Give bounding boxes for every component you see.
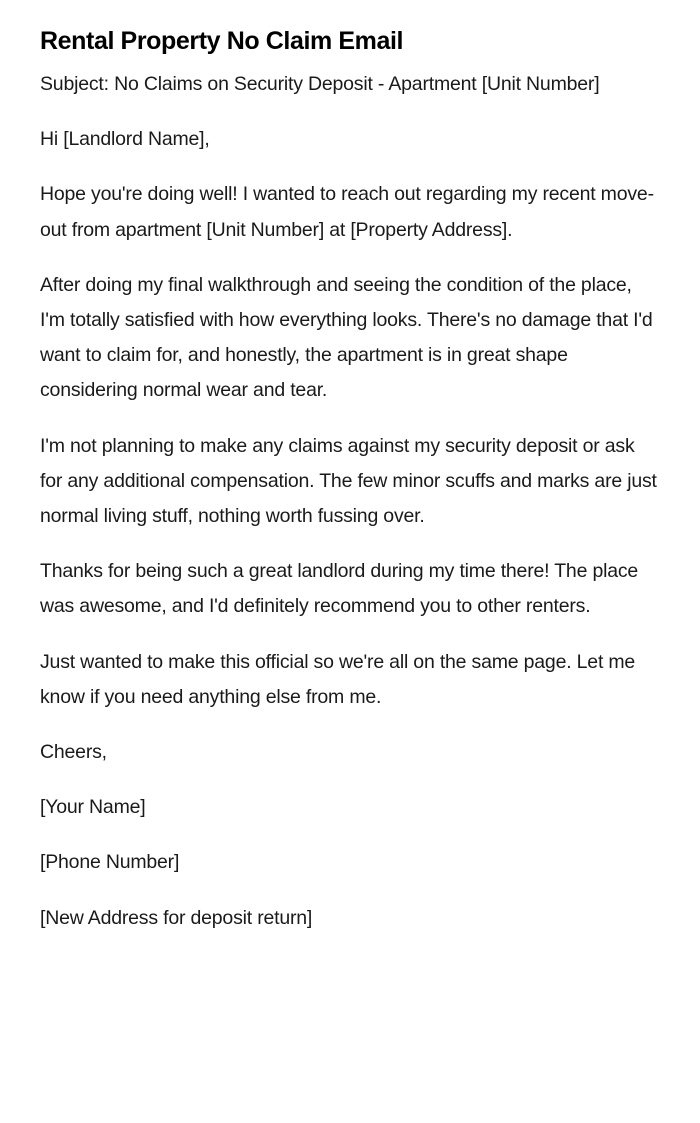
signature-new-address: [New Address for deposit return]: [40, 906, 313, 929]
email-subject: Subject: No Claims on Security Deposit - Apartment [Unit Number]: [40, 73, 600, 95]
email-greeting: Hi [Landlord Name],: [40, 128, 210, 151]
signature-phone: [Phone Number]: [40, 851, 180, 874]
email-closing: Cheers,: [40, 741, 107, 764]
body-paragraph-official: Just wanted to make this official so we're all on the same page. Let me know if you need anything else from me.: [40, 650, 636, 708]
body-paragraph-no-claims: I'm not planning to make any claims against my security deposit or ask for any additional compensation. The few minor scuffs and marks are just normal living stuff, nothing worth fussing over.: [40, 434, 657, 528]
body-paragraph-intro: Hope you're doing well! I wanted to reach out regarding my recent move-out from apartment [Unit Number] at [Property Address].: [40, 183, 654, 241]
body-paragraph-thanks: Thanks for being such a great landlord during my time there! The place was awesome, and I'd definitely recommend you to other renters.: [40, 560, 639, 618]
signature-name: [Your Name]: [40, 796, 146, 819]
document-title: Rental Property No Claim Email: [40, 27, 404, 55]
body-paragraph-walkthrough: After doing my final walkthrough and seeing the condition of the place, I'm totally satisfied with how everything looks. There's no damage that I'd want to claim for, and honestly, the apartment is in great shape considering normal wear and tear.: [40, 273, 653, 402]
